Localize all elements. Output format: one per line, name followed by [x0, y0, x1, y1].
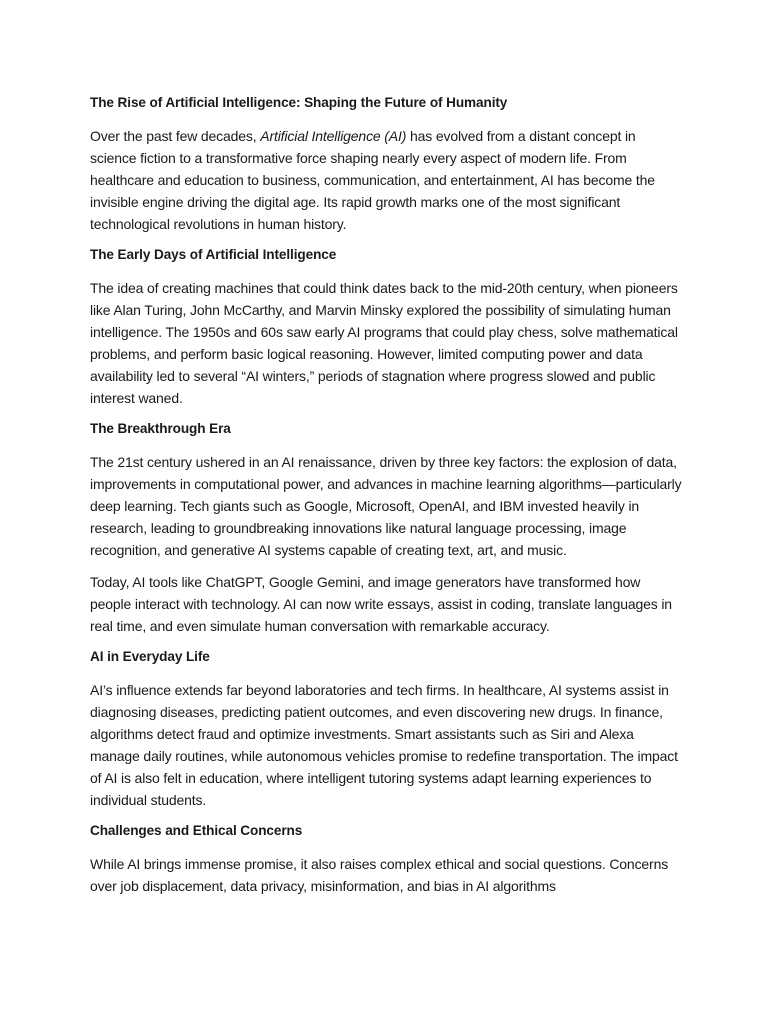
paragraph-breakthrough-2: Today, AI tools like ChatGPT, Google Gemini, and image generators have transformed how people interact with technology. AI can now write essays, assist in coding, translate languages in real time, and even simulate human conversation with remarkable accuracy.: [90, 574, 672, 634]
intro-text-start: Over the past few decades,: [90, 128, 261, 144]
intro-paragraph: [90, 125, 682, 235]
document-page: [90, 93, 682, 907]
section-heading-breakthrough: The Breakthrough Era: [90, 421, 231, 436]
paragraph-early-days: The idea of creating machines that could think dates back to the mid-20th century, when pioneers like Alan Turing, John McCarthy, and Marvin Minsky explored the possibility of simulating human intelligence. The 1950s and 60s saw early AI programs that could play chess, solve mathematical problems, and perform basic logical reasoning. However, limited computing power and data availability led to several “AI winters,” periods of stagnation where progress slowed and public interest waned.: [90, 280, 678, 406]
intro-text-end: has evolved from a distant concept in science fiction to a transformative force shaping nearly every aspect of modern life. From healthcare and education to business, communication, and entertainment, AI has become the invisible engine driving the digital age. Its rapid growth marks one of the most significant technological revolutions in human history.: [90, 128, 655, 232]
section-heading-early-days: The Early Days of Artificial Intelligence: [90, 247, 337, 262]
paragraph-breakthrough-1: The 21st century ushered in an AI renaissance, driven by three key factors: the explosion of data, improvements in computational power, and advances in machine learning algorithms—particularly deep learning. Tech giants such as Google, Microsoft, OpenAI, and IBM invested heavily in research, leading to groundbreaking innovations like natural language processing, image recognition, and generative AI systems capable of creating text, art, and music.: [90, 454, 682, 558]
document-title: The Rise of Artificial Intelligence: Shaping the Future of Humanity: [90, 95, 508, 110]
paragraph-everyday-life: AI’s influence extends far beyond laboratories and tech firms. In healthcare, AI systems assist in diagnosing diseases, predicting patient outcomes, and even discovering new drugs. In finance, algorithms detect fraud and optimize investments. Smart assistants such as Siri and Alexa manage daily routines, while autonomous vehicles promise to redefine transportation. The impact of AI is also felt in education, where intelligent tutoring systems adapt learning experiences to individual students.: [90, 682, 678, 808]
section-heading-challenges: Challenges and Ethical Concerns: [90, 823, 303, 838]
section-heading-everyday-life: AI in Everyday Life: [90, 649, 210, 664]
intro-emphasis: Artificial Intelligence (AI): [260, 128, 407, 144]
paragraph-challenges: While AI brings immense promise, it also raises complex ethical and social questions. Concerns over job displacement, data privacy, misinformation, and bias in AI algorithms: [90, 856, 669, 894]
